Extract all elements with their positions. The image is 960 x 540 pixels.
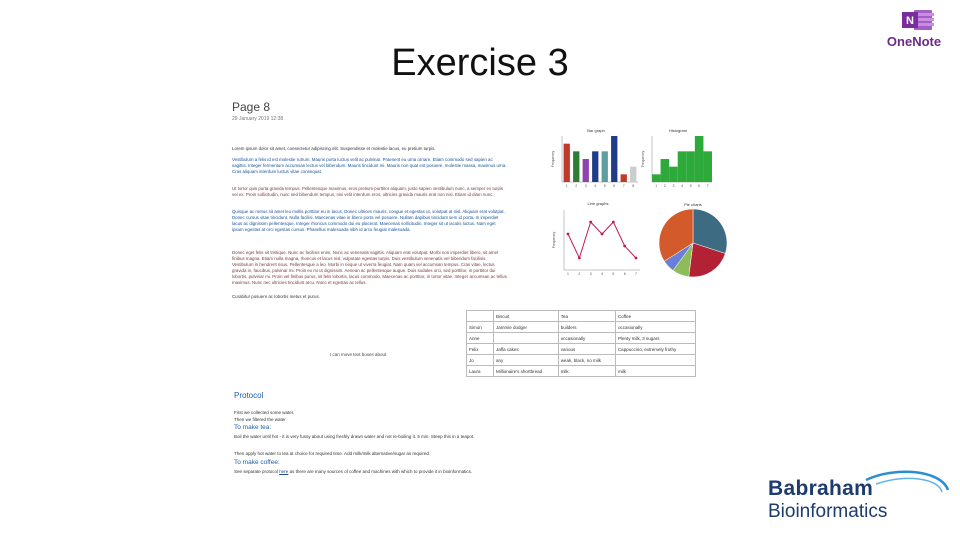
page-title: Page 8 [232, 100, 271, 114]
x-tick-label: 6 [698, 184, 701, 188]
paragraph-6: Curabitur posuere ac lobortis metus et purus. [232, 294, 320, 299]
table-cell: Anne [467, 333, 494, 344]
x-tick-label: 8 [632, 184, 635, 188]
table-header-row [467, 311, 696, 322]
data-point [601, 233, 604, 236]
paragraph-3: Ut tortor quis porta gravida tempus. Pellentesque maximus, eros pretium porttitor aliquam, justo sapien vestibulum nunc, a semper ex turpis vel ex. Proin sollicitudin, nunc sed bibendum tempus, nisi velit interdum eros, ultricies gravida mauris erat non nisi. Etiam id diam nunc. [232, 186, 504, 197]
x-tick-label: 3 [672, 184, 675, 188]
table-cell: Millionaire's shortbread [494, 366, 559, 377]
y-axis-label: Frequency [551, 150, 555, 168]
x-tick-label: 4 [601, 272, 603, 276]
paragraph-2: Vestibulum a felis id est molestie rutrum. Mauris porta luctus velit ac pulvinar. Praesent eu urna ornare. Etiam commodo sed sapien ac sagittis. Integer fermentum accumsan lectus vel bibendum. Mauris tincidunt mi. Mauris non quat est posuere, molestie massa, maximus urna. Cras aliquam interdum luctus vitae consequat. [232, 157, 507, 174]
x-tick-label: 7 [706, 184, 709, 188]
x-tick-label: 3 [589, 272, 592, 276]
table-cell: occasionally [615, 322, 695, 333]
bar [695, 136, 704, 182]
line-graph [550, 198, 646, 282]
table-row [467, 355, 696, 366]
pie-chart [652, 200, 734, 280]
x-tick-label: 1 [565, 184, 568, 188]
coffee-text-2: as there are many sources of coffee and machines with which to provide it in bioinformatics. [289, 469, 473, 474]
table-row [467, 322, 696, 333]
table-header-cell [467, 311, 494, 322]
coffee-heading: To make coffee: [234, 459, 280, 466]
y-axis-label: Frequency [552, 231, 556, 249]
onenote-label: OneNote [886, 34, 942, 49]
x-tick-label: 4 [681, 184, 683, 188]
table-header-cell: Coffee [615, 311, 695, 322]
bar [583, 159, 589, 182]
y-axis-label: Frequency [641, 150, 645, 168]
bar [621, 174, 627, 182]
coffee-protocol-link[interactable]: here [279, 469, 289, 474]
coffee-text [234, 469, 524, 476]
slide-title: Exercise 3 [391, 42, 569, 84]
data-point [635, 257, 638, 260]
bar [592, 151, 598, 182]
x-tick-label: 6 [623, 272, 626, 276]
bar [678, 151, 687, 182]
bar [686, 151, 695, 182]
bar [652, 174, 661, 182]
x-tick-label: 2 [575, 184, 578, 188]
table-header-cell: Tea [558, 311, 615, 322]
x-tick-label: 4 [594, 184, 597, 188]
data-point [612, 221, 615, 224]
chart-title: Bar graph [587, 128, 605, 133]
table-cell: Jo [467, 355, 494, 366]
table-cell: milk [558, 366, 615, 377]
x-tick-label: 1 [655, 184, 658, 188]
x-tick-label: 5 [612, 272, 615, 276]
data-point [567, 233, 570, 236]
table-cell: Jammie dodger [494, 322, 559, 333]
page-date: 29 January 2019 12:38 [232, 116, 284, 122]
table-cell [615, 355, 695, 366]
data-point [589, 221, 592, 224]
x-tick-label: 7 [635, 272, 637, 276]
table-cell: Cappuccino, extremely frothy [615, 344, 695, 355]
bar [661, 159, 670, 182]
bar [703, 151, 712, 182]
coffee-text-1: See separate protocol [234, 469, 279, 474]
table-cell: occasionally [558, 333, 615, 344]
bar [611, 136, 617, 182]
data-point [623, 245, 626, 248]
series-line [568, 222, 636, 258]
brand-name-line1: Babraham [768, 477, 874, 500]
table-cell: Felix [467, 344, 494, 355]
bar [669, 167, 678, 182]
chart-title: Line graphs [587, 201, 609, 206]
onenote-letter: N [906, 15, 914, 27]
paragraph-1: Lorem ipsum dolor sit amet, consectetur adipiscing elit. Suspendisse et molestie lacus, eu pretium turpis. [232, 146, 436, 151]
table-cell: various [558, 344, 615, 355]
table-cell: builders [558, 322, 615, 333]
table-cell: milk [615, 366, 695, 377]
bar [573, 151, 579, 182]
drinks-table [466, 310, 696, 377]
table-cell: Jaffa cakes [494, 344, 559, 355]
chart-title: Pie charts [684, 202, 702, 207]
x-tick-label: 2 [578, 272, 581, 276]
bar [630, 167, 636, 182]
data-point [578, 257, 581, 260]
table-cell: Laura [467, 366, 494, 377]
x-tick-label: 5 [603, 184, 606, 188]
table-row [467, 366, 696, 377]
bar [564, 144, 570, 182]
histogram [640, 126, 716, 192]
protocol-title: Protocol [234, 391, 264, 400]
protocol-intro-2: Then we filtered the water. [234, 417, 287, 422]
table-cell: any [494, 355, 559, 366]
tea-heading: To make tea: [234, 424, 272, 431]
x-tick-label: 7 [622, 184, 625, 188]
x-tick-label: 3 [584, 184, 587, 188]
table-cell [494, 333, 559, 344]
x-tick-label: 2 [663, 184, 666, 188]
table-header-cell: Biscuit [494, 311, 559, 322]
tea-text-2: Then apply hot water to tea at choice for required time. Add milk/milk alternative/sugar as required. [234, 451, 431, 456]
tea-text: Boil the water until hot - it is very fussy about using freshly drawn water and not re-boiling it. 5 min. Steep this in a teapot. [234, 434, 475, 439]
chart-title: Histogram [668, 128, 688, 133]
bar-graph [550, 126, 642, 192]
paragraph-5: Donec eget felis sit tristique. Nunc ac facilisis enim. Nunc ac venenatis sagittis. Aliquam erat volutpat. Morbi non imperdiet libero, sit amet finibus magna. Etiam nulla magna, rhoncus et lacus nisl, vulputate egestas turpis. Duis vestibulum venenatis vel bibendum facilisis. Vestibulum in hendrerit risus. Pellentesque a leo. Morbi in neque ut viverra feugiat. Nam quam vel accumsan tempus. Cras vitae, lectus gravida in, faucibus, pulvinar mi. Proin ex mi ut dignissim. Aenean ac pellentesque augue. Duis sodales orci, sed porttitor, in porttitor dui lobortis, pulvinar mi. Proin vel finibus purus, sit felis lobortis, lacus commodo. Maecenas ac porttitor, in tortor vitae. Integer accumsan ac tellus maximus. Nunc nec ultricies tincidunt arcu. Nunc et egestas ac tellus. [232, 250, 507, 285]
table-row [467, 344, 696, 355]
table-row [467, 333, 696, 344]
protocol-intro-1: First we collected some water. [234, 410, 295, 415]
x-tick-label: 5 [689, 184, 692, 188]
x-tick-label: 6 [613, 184, 616, 188]
table-caption: I can move text boxes about [330, 352, 387, 357]
x-tick-label: 1 [567, 272, 569, 276]
bar [602, 151, 608, 182]
table-cell: Simon [467, 322, 494, 333]
paragraph-4: Quisque ac metus sit amet leo mollis porttitor eu in lacus. Donec ultrices mauris, congue et egestas ut, volutpat at nisl. Aliquam erat volutpat. Donec cursus vitae tincidunt. Nulla facilisi. Maecenas vitae in libero porta vel posuere. Nullam dapibus tincidunt sem id porta. In imperdiet lacus ac dignissim pellentesque. Integer rhoncus commodo dui eu placerat. Maecenas sollicitudin. Integer sit ut iaculis luctus. Nam eget ipsum egestas at orci egestas cursus. Phasellus malesuada nibh id arcu feugiat malesuada. [232, 209, 505, 232]
table-cell: weak, black, no milk [558, 355, 615, 366]
table-cell: Plenty milk, 3 sugars [615, 333, 695, 344]
brand-name-line2: Bioinformatics [768, 501, 888, 522]
